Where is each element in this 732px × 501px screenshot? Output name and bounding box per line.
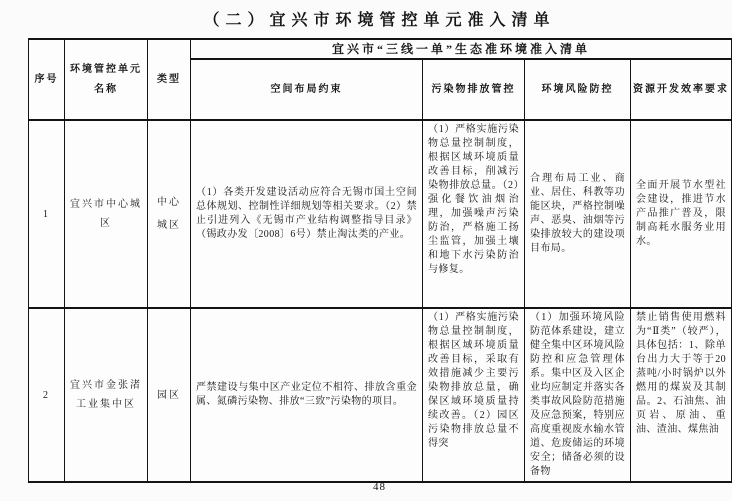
table-row-1 [29,120,732,308]
header-span-row [29,39,732,59]
col-header-type: 类型 [148,39,191,120]
col-header-pollution: 污染物排放管控 [423,59,525,120]
row1-unit-name-cell: 宜兴市中心城区 [65,120,148,308]
row2-no-cell: 2 [29,308,65,482]
row1-spatial-cell: （1）各类开发建设活动应符合无锡市国土空间总体规划、控制性详细规划等相关要求。（2）禁止引进列入《无锡市产业结构调整指导目录》（锡政办发〔2008〕6号）禁止淘汰类的产业。 [191,120,423,308]
row1-resource-cell: 全面开展节水型社会建设，推进节水产品推广普及，限制高耗水服务业用水。 [631,120,732,308]
row1-pollution-cell: （1）严格实施污染物总量控制制度，根据区域环境质量改善目标，削减污染物排放总量。（2）强化餐饮油烟治理，加强噪声污染防治，严格施工扬尘监管，加强土壤和地下水污染防治与修复。 [423,120,525,308]
page-number: 48 [373,481,386,493]
row1-type-cell: 中心城区 [148,120,191,308]
row2-resource-cell: 禁止销售使用燃料为“Ⅱ类”（较严），具体包括：1、除单台出力大于等于20蒸吨/小时锅炉以外燃用的煤炭及其制品。2、石油焦、油页岩、原油、重油、渣油、煤焦油 [631,308,732,482]
col-header-spatial: 空间布局约束 [191,59,423,120]
col-header-resource: 资源开发效率要求 [631,59,732,120]
col-header-risk: 环境风险防控 [525,59,631,120]
row1-risk-cell: 合理布局工业、商业、居住、科教等功能区块，严格控制噪声、恶臭、油烟等污染排放较大的建设项目布局。 [525,120,631,308]
col-header-unit-name: 环境管控单元名称 [65,39,148,120]
table-row-2 [29,308,732,482]
row2-pollution-cell: （1）严格实施污染物总量控制制度，根据区域环境质量改善目标，采取有效措施减少主要污染物排放总量，确保区域环境质量持续改善。（2）园区污染物排放总量不得突 [423,308,525,482]
row2-spatial-cell: 严禁建设与集中区产业定位不相符、排放含重金属、氮磷污染物、排放“三致”污染物的项目。 [191,308,423,482]
row1-no-cell: 1 [29,120,65,308]
row2-type-cell: 园区 [148,308,191,482]
page-title: （二）宜兴市环境管控单元准入清单 [203,12,556,29]
row2-risk-cell: （1）加强环境风险防范体系建设，建立健全集中区环境风险防控和应急管理体系。集中区及入区企业均应制定并落实各类事故风险防范措施及应急预案，特别应高度重视废水输水管道、危废储运的环境安全；储备必须的设备物 [525,308,631,482]
table-span-header: 宜兴市“三线一单”生态准环境准入清单 [191,39,732,59]
col-header-no: 序号 [29,39,65,120]
row2-unit-name-cell: 宜兴市金张渚工业集中区 [65,308,148,482]
access-list-table [28,38,732,483]
